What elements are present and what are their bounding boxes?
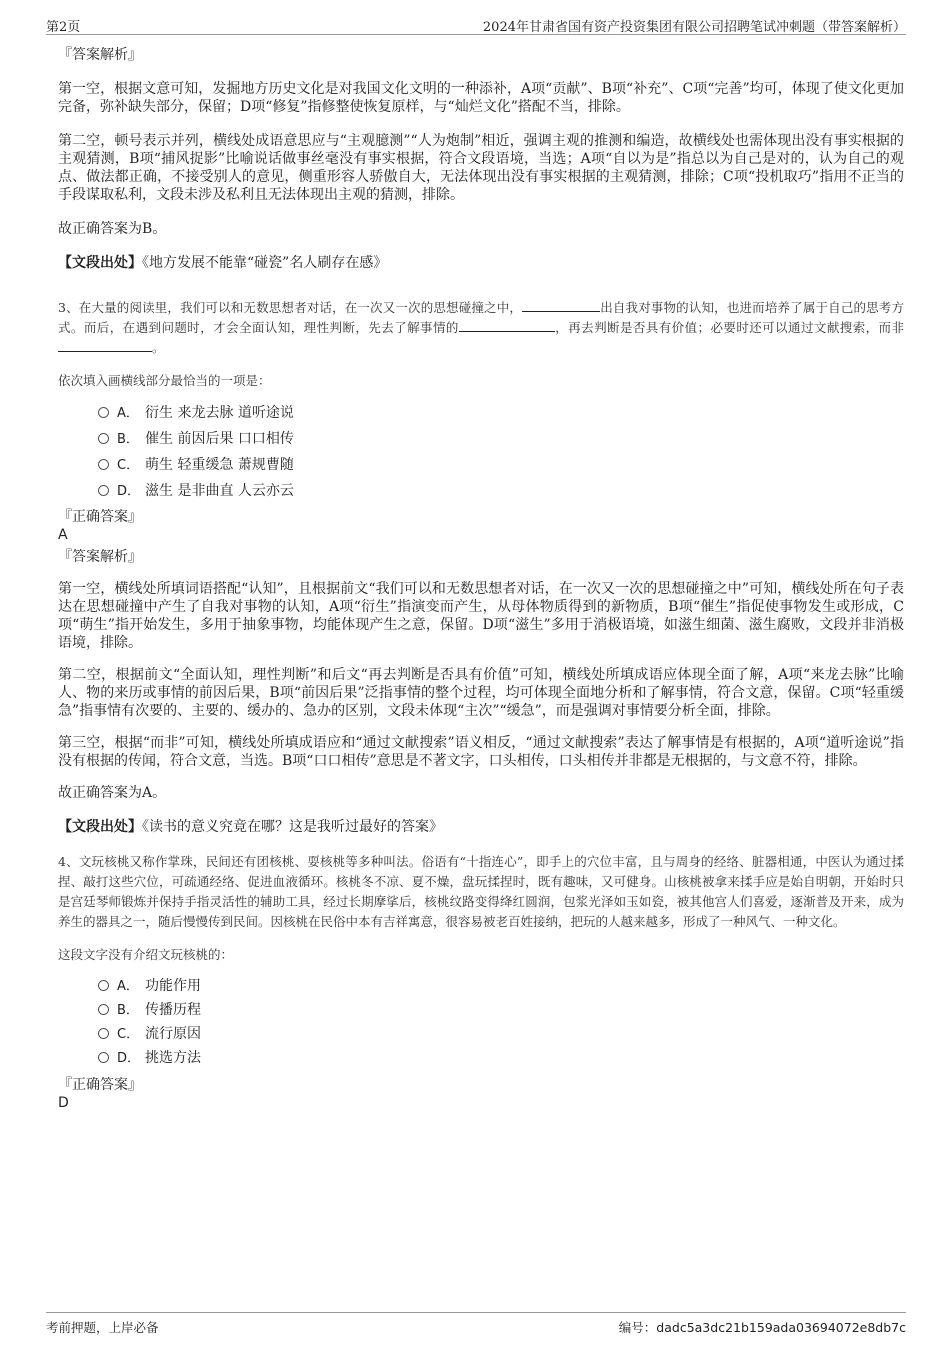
q3-source-title: 《读书的意义究竟在哪？这是我听过最好的答案》 xyxy=(142,819,443,835)
q3-option-d-key: D． xyxy=(117,484,141,499)
q3-stem-part-d: 。 xyxy=(152,340,165,355)
q2-source-title: 《地方发展不能靠“碰瓷”名人刷存在感》 xyxy=(142,255,388,271)
q3-stem-part-b: 出自我对事物的认知，也进而培养了属于自己的思考方式。而后，在遇到问题时，才会全面认知，理性判断，先去了解事情的 xyxy=(58,300,904,335)
q3-option-b-key: B． xyxy=(117,432,139,447)
footer-slogan: 考前押题，上岸必备 xyxy=(46,1320,159,1335)
q2-analysis-p2: 第二空，顿号表示并列，横线处成语意思应与“主观臆测”“人为炮制”相近，强调主观的推测和编造，故横线处也需体现出没有事实根据的主观猜测，B项“捕风捉影”比喻说话做事丝毫没有事实根据，符合文段语境，当选；A项“自以为是”指总以为自己是对的，认为自己的观点、做法都正确，不接受别人的意见，侧重形容人骄傲自大，无法体现出没有事实根据的主观猜测，排除；C项“投机取巧”指用不正当的手段谋取私利，文段未涉及私利且无法体现出主观的猜测，排除。 xyxy=(58,133,904,203)
radio-icon[interactable] xyxy=(98,1004,109,1015)
q3-blank-2 xyxy=(459,319,555,332)
radio-icon[interactable] xyxy=(98,433,109,444)
q4-option-d-text: 挑选方法 xyxy=(145,1050,201,1066)
q2-analysis-p1: 第一空，根据文意可知，发掘地方历史文化是对我国文化文明的一种添补，A项“贡献”、B项“补充”、C项“完善”均可，体现了使文化更加完备，弥补缺失部分，保留；D项“修复”指修整使恢复原样，与“灿烂文化”搭配不当，排除。 xyxy=(58,81,904,115)
radio-icon[interactable] xyxy=(98,1028,109,1039)
q3-correct-tag: 『正确答案』 xyxy=(58,509,142,525)
q4-option-d-key: D． xyxy=(117,1051,141,1066)
footer-code xyxy=(619,1318,906,1336)
q4-option-d[interactable] xyxy=(98,1046,904,1070)
q3-analysis-p1: 第一空，横线处所填词语搭配“认知”，且根据前文“我们可以和无数思想者对话，在一次又一次的思想碰撞之中”可知，横线处所在句子表达在思想碰撞中产生了自我对事物的认知，A项“衍生”指演变而产生，从母体物质得到的新物质，B项“催生”指促使事物发生或形成，C项“萌生”指开始发生，多用于抽象事物，均能体现产生之意，保留。D项“滋生”多用于消极语境，如滋生细菌、滋生腐败，文段并非消极语境，排除。 xyxy=(58,581,904,651)
q3-option-d[interactable] xyxy=(98,478,904,504)
q3-stem-part-a: 3、在大量的阅读里，我们可以和无数思想者对话，在一次又一次的思想碰撞之中， xyxy=(58,300,523,315)
q4-correct-tag: 『正确答案』 xyxy=(58,1077,142,1093)
q3-prompt: 依次填入画横线部分最恰当的一项是： xyxy=(58,373,271,388)
q3-source xyxy=(58,818,904,836)
document-body xyxy=(58,46,904,1112)
radio-icon[interactable] xyxy=(98,459,109,470)
q3-correct-answer: A xyxy=(58,527,68,543)
page-number: 第2页 xyxy=(46,20,81,35)
q4-stem: 4、文玩核桃又称作掌珠，民间还有团核桃、耍核桃等多种叫法。俗语有“十指连心”，即手上的穴位丰富，且与周身的经络、脏器相通，中医认为通过揉捏、敲打这些穴位，可疏通经络、促进血液循环。核桃冬不凉、夏不燥，盘玩揉捏时，既有趣味，又可健身。山核桃被拿来揉手应是始自明朝，开始时只是宫廷琴师锻炼并保持手指灵活性的辅助工具，经过长期摩挲后，核桃纹路变得绛红圆润，包浆光泽如玉如瓷，被其他宫人们喜爱，逐渐普及开来，成为养生的器具之一，随后慢慢传到民间。因核桃在民俗中本有吉祥寓意，很容易被老百姓接纳，把玩的人越来越多，形成了一种风气、一种文化。 xyxy=(58,854,904,929)
radio-icon[interactable] xyxy=(98,407,109,418)
q2-source-label: 【文段出处】 xyxy=(58,255,142,271)
q3-option-c-key: C． xyxy=(117,458,140,473)
q4-option-a-key: A． xyxy=(117,979,139,994)
radio-icon[interactable] xyxy=(98,980,109,991)
q4-option-b-text: 传播历程 xyxy=(145,1002,201,1018)
radio-icon[interactable] xyxy=(98,1052,109,1063)
q4-option-b-key: B． xyxy=(117,1003,139,1018)
q3-option-a-key: A． xyxy=(117,406,139,421)
q4-option-a-text: 功能作用 xyxy=(145,978,201,994)
q3-analysis-p3: 第三空，根据“而非”可知，横线处所填成语应和“通过文献搜索”语义相反，“通过文献搜索”表达了解事情是有根据的，A项“道听途说”指没有根据的传闻，符合文意，当选。B项“口口相传”意思是不著文字，口头相传，口头相传并非都是无根据的，与文意不符，排除。 xyxy=(58,735,904,769)
q2-conclusion: 故正确答案为B。 xyxy=(58,221,167,237)
document-title: 2024年甘肃省国有资产投资集团有限公司招聘笔试冲刺题（带答案解析） xyxy=(482,20,906,35)
q3-option-d-text: 滋生 是非曲直 人云亦云 xyxy=(145,483,294,499)
q3-conclusion: 故正确答案为A。 xyxy=(58,785,167,801)
radio-icon[interactable] xyxy=(98,485,109,496)
q3-option-b[interactable] xyxy=(98,426,904,452)
q3-blank-1 xyxy=(522,299,600,312)
q3-analysis-p2: 第二空，根据前文“全面认知，理性判断”和后文“再去判断是否具有价值”可知，横线处所填成语应体现全面了解，A项“来龙去脉”比喻人、物的来历或事情的前因后果，B项“前因后果”泛指事情的整个过程，均可体现全面地分析和了解事情，符合文意，保留。C项“轻重缓急”指事情有次要的、主要的、缓办的、急办的区别，文段未体现“主次”“缓急”，而是强调对事情要分析全面，排除。 xyxy=(58,667,904,719)
q4-correct-answer: D xyxy=(58,1095,69,1111)
q3-source-label: 【文段出处】 xyxy=(58,819,142,835)
q4-option-c[interactable] xyxy=(98,1022,904,1046)
page-header xyxy=(46,14,906,35)
q3-stem-part-c: ，再去判断是否具有价值；必要时还可以通过文献搜索，而非 xyxy=(554,320,904,335)
q3-stem xyxy=(58,298,904,358)
q4-option-c-text: 流行原因 xyxy=(145,1026,201,1042)
q4-prompt: 这段文字没有介绍文玩核桃的： xyxy=(58,947,234,962)
q3-option-a[interactable] xyxy=(98,400,904,426)
q3-option-c-text: 萌生 轻重缓急 萧规曹随 xyxy=(145,457,294,473)
q3-blank-3 xyxy=(58,339,152,352)
q3-option-a-text: 衍生 来龙去脉 道听途说 xyxy=(145,405,294,421)
q3-option-b-text: 催生 前因后果 口口相传 xyxy=(145,431,294,447)
q4-option-b[interactable] xyxy=(98,998,904,1022)
q4-option-a[interactable] xyxy=(98,974,904,998)
q3-option-c[interactable] xyxy=(98,452,904,478)
q2-analysis-tag: 『答案解析』 xyxy=(58,47,142,63)
page-footer xyxy=(46,1312,906,1336)
q2-source xyxy=(58,254,904,272)
footer-code-value: dadc5a3dc21b159ada03694072e8db7c xyxy=(656,1320,906,1335)
q3-options xyxy=(58,400,904,504)
footer-code-label: 编号： xyxy=(618,1320,657,1335)
q3-analysis-tag: 『答案解析』 xyxy=(58,549,142,565)
q4-options xyxy=(58,974,904,1070)
q4-option-c-key: C． xyxy=(117,1027,140,1042)
